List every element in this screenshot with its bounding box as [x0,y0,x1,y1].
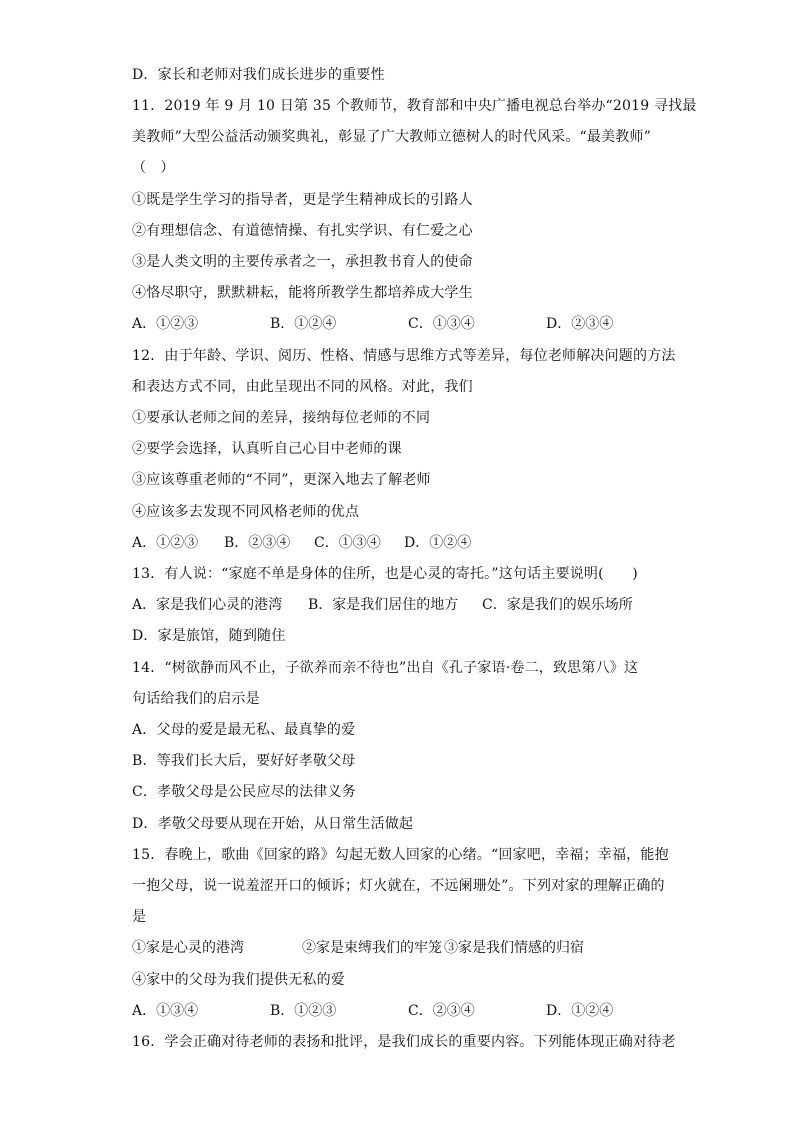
q13-option-c: C．家是我们的娱乐场所 [482,597,633,613]
q12-stem-line-1: 12．由于年龄、学识、阅历、性格、情感与思维方式等差异，每位老师解决问题的方法 [132,348,676,364]
q14-option-b: B．等我们长大后，要好好孝敬父母 [132,753,356,769]
q12-option-b: B．②③④ [224,535,291,551]
q10-option-d: D．家长和老师对我们成长进步的重要性 [132,67,385,83]
q11-stem-line-2: 美教师”大型公益活动颁奖典礼，彰显了广大教师立德树人的时代风采。“最美教师” [132,129,652,145]
q15-stem-line-3: 是 [132,909,147,925]
q11-option-b: B．①②④ [270,316,337,332]
q12-options [132,533,492,553]
q14-option-d: D．孝敬父母要从现在开始，从日常生活做起 [132,816,414,832]
q11-stem-line-1: 11．2019 年 9 月 10 日第 35 个教师节，教育部和中央广播电视总台举办“2019 寻找最 [132,98,697,114]
q13-options [132,595,672,615]
q15-option-b: B．①②③ [270,1003,337,1019]
q11-answer-blank: （ ） [132,160,175,176]
q13-option-a: A．家是我们心灵的港湾 [132,597,283,613]
q12-option-d: D．①②④ [404,535,472,551]
q12-option-a: A．①②③ [132,535,199,551]
q15-stem-line-1: 15．春晚上，歌曲《回家的路》勾起无数人回家的心绪。“回家吧，幸福；幸福，能抱 [132,847,669,863]
q16-stem-line-1: 16．学会正确对待老师的表扬和批评，是我们成长的重要内容。下列能体现正确对待老 [132,1034,676,1050]
q12-stem-line-2: 和表达方式不同，由此呈现出不同的风格。对此，我们 [132,379,473,395]
q11-statement-2: ②有理想信念、有道德情操、有扎实学识、有仁爱之心 [132,223,473,239]
q11-option-d: D．②③④ [546,316,614,332]
q12-statement-2: ②要学会选择，认真听自己心目中老师的课 [132,441,402,457]
q11-statement-3: ③是人类文明的主要传承者之一，承担教书育人的使命 [132,254,473,270]
q11-options [132,314,672,334]
q13-stem: 13．有人说：“家庭不单是身体的住所，也是心灵的寄托。”这句话主要说明( ) [132,566,638,582]
q15-statement-3: ③家是我们情感的归宿 [444,940,584,956]
q14-stem-line-1: 14．“树欲静而风不止，子欲养而亲不待也”出自《孔子家语·卷二，致思第八》这 [132,660,639,676]
q11-statement-1: ①既是学生学习的指导者，更是学生精神成长的引路人 [132,192,473,208]
q14-option-c: C．孝敬父母是公民应尽的法律义务 [132,784,356,800]
q11-statement-4: ④恪尽职守，默默耕耘，能将所教学生都培养成大学生 [132,285,473,301]
q15-option-d: D．①②④ [546,1003,614,1019]
q12-statement-4: ④应该多去发现不同风格老师的优点 [132,504,360,520]
q15-statements-line [132,938,672,958]
q12-statement-3: ③应该尊重老师的“不同”，更深入地去了解老师 [132,472,431,488]
q13-option-b: B．家是我们居住的地方 [308,597,459,613]
q12-statement-1: ①要承认老师之间的差异，接纳每位老师的不同 [132,410,431,426]
q13-option-d: D．家是旅馆，随到随住 [132,628,286,644]
q15-stem-line-2: 一抱父母，说一说羞涩开口的倾诉；灯火就在，不远阑珊处”。下列对家的理解正确的 [132,878,665,894]
q12-option-c: C．①③④ [314,535,381,551]
q14-option-a: A．父母的爱是最无私、最真挚的爱 [132,722,356,738]
q15-options [132,1001,672,1021]
q11-option-a: A．①②③ [132,316,199,332]
q15-statement-1: ①家是心灵的港湾 [132,940,244,956]
q15-option-c: C．②③④ [408,1003,475,1019]
q15-option-a: A．①③④ [132,1003,199,1019]
q11-option-c: C．①③④ [408,316,475,332]
q15-statement-2: ②家是束缚我们的牢笼 [302,940,442,956]
q15-statement-4: ④家中的父母为我们提供无私的爱 [132,972,345,988]
q14-stem-line-2: 句话给我们的启示是 [132,691,260,707]
